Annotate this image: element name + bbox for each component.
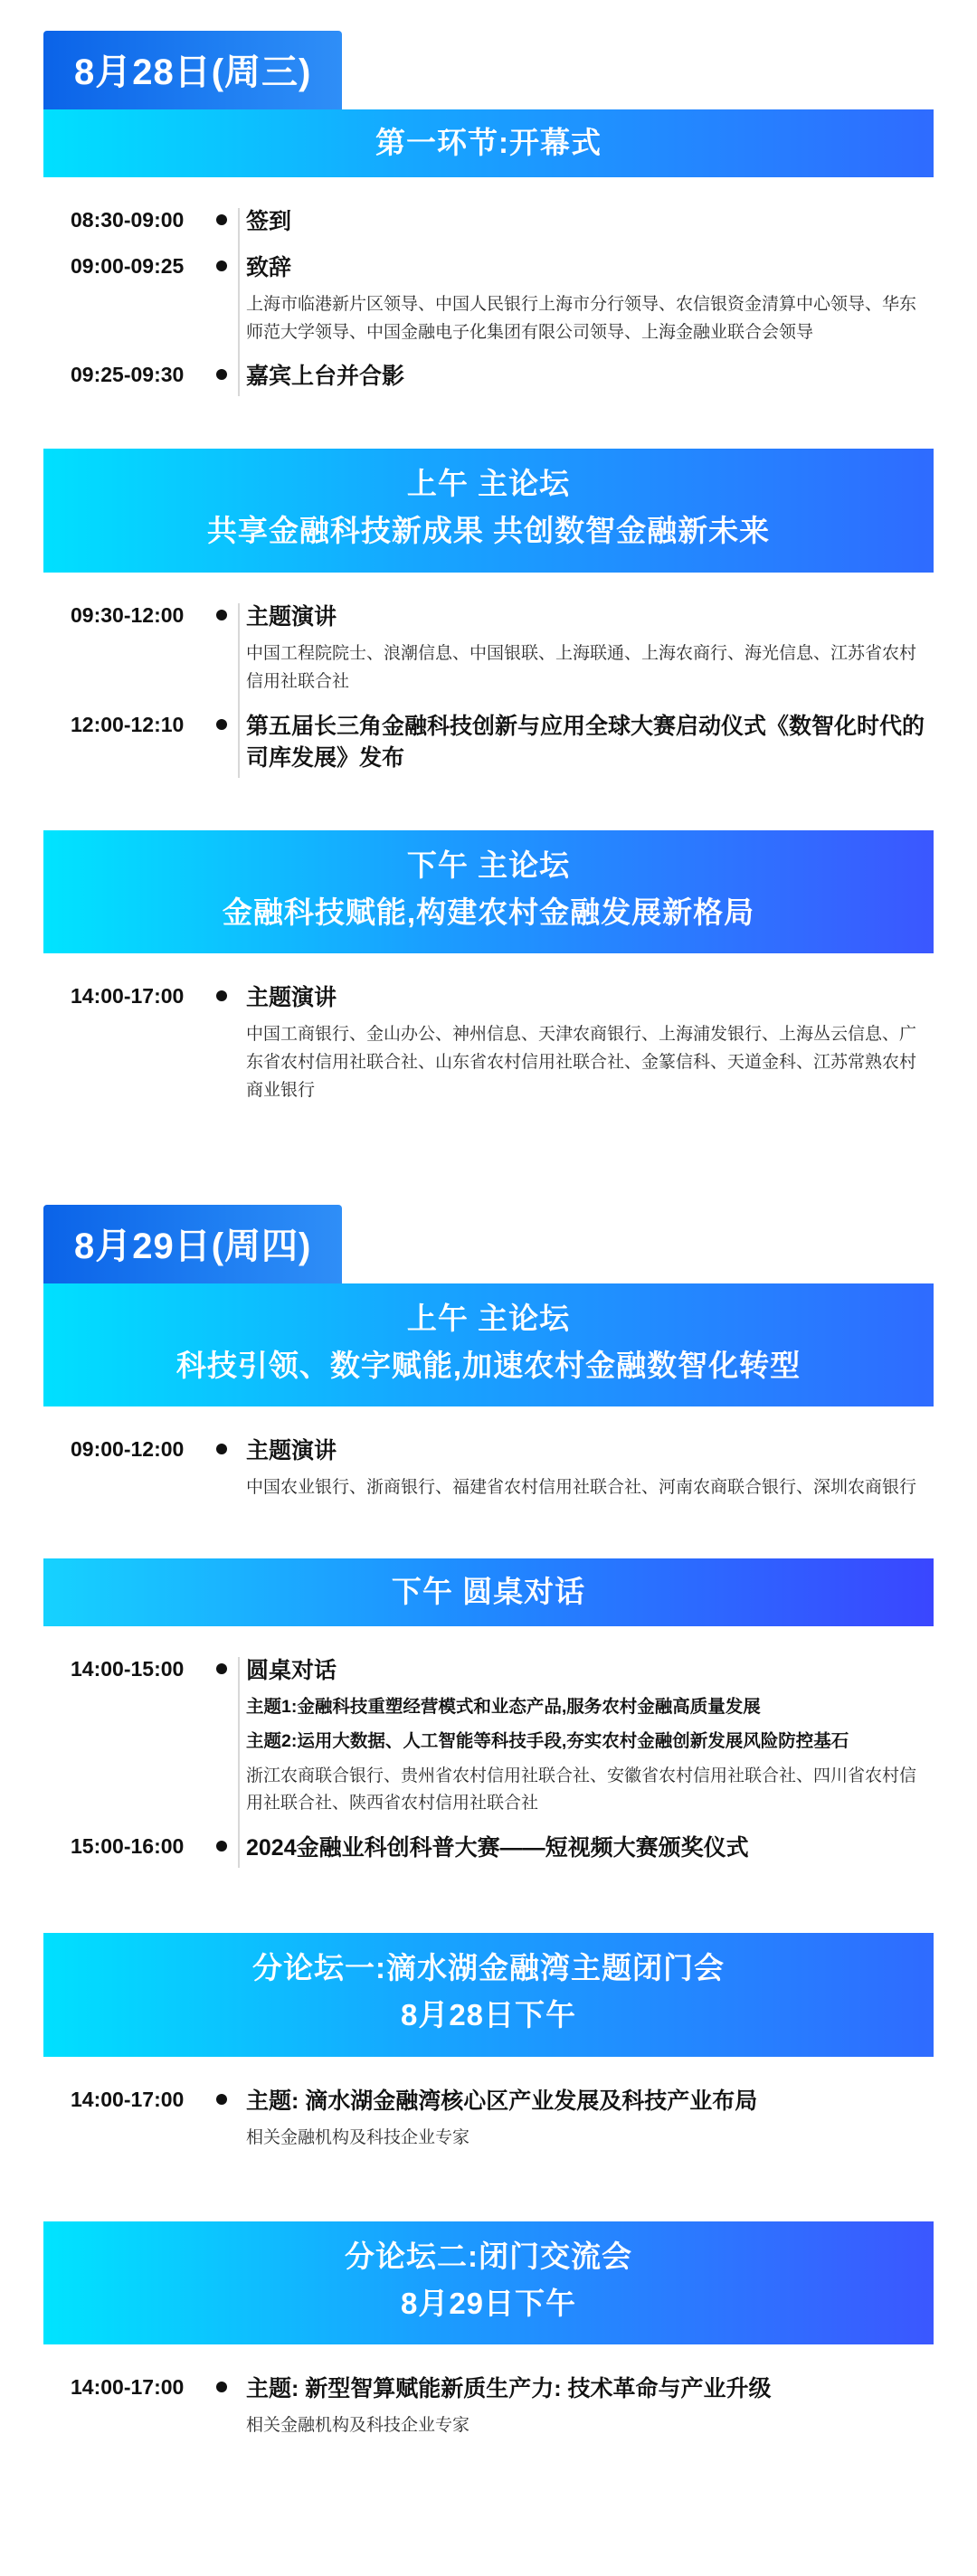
bullet-dot-icon — [216, 1663, 227, 1674]
section-banner-day1-afternoon — [43, 830, 934, 954]
timeline-dot-wrap — [206, 711, 237, 730]
date-header-day1 — [0, 0, 977, 109]
section-banner-day1-morning — [43, 449, 934, 573]
timeline-day1-morning — [43, 573, 934, 803]
timeline-day1-afternoon — [43, 953, 934, 1133]
agenda-content — [237, 252, 934, 347]
agenda-time: 09:25-09:30 — [71, 363, 185, 387]
date-header-day2 — [0, 1174, 977, 1283]
timeline-dot-wrap — [206, 2086, 237, 2105]
section-banner-day1-morning-line1: 上午 主论坛 — [406, 467, 571, 501]
agenda-row — [43, 352, 934, 398]
agenda-row — [43, 2364, 934, 2446]
timeline-dot-wrap — [206, 361, 237, 380]
agenda-content — [237, 2086, 934, 2153]
agenda-time: 15:00-16:00 — [71, 1834, 185, 1859]
agenda-content — [237, 206, 934, 238]
agenda-time: 09:00-12:00 — [71, 1437, 185, 1462]
agenda-title: 主题演讲 — [246, 604, 337, 630]
timeline-dot-wrap — [206, 252, 237, 271]
bullet-dot-icon — [216, 610, 227, 620]
bullet-dot-icon — [216, 990, 227, 1001]
bullet-dot-icon — [216, 2094, 227, 2105]
agenda-row — [43, 197, 934, 243]
agenda-content — [237, 1655, 934, 1818]
date-chip-day1: 8月28日(周三) — [43, 31, 342, 109]
spacer — [0, 803, 977, 830]
section-banner-day2-morning — [43, 1283, 934, 1407]
agenda-subtopic: 主题1:金融科技重塑经营模式和业态产品,服务农村金融高质量发展 — [246, 1697, 761, 1718]
agenda-title: 第五届长三角金融科技创新与应用全球大赛启动仪式《数智化时代的司库发展》发布 — [246, 713, 925, 771]
date-chip-day2: 8月29日(周四) — [43, 1205, 342, 1283]
section-banner-subforum-1 — [43, 1933, 934, 2057]
section-banner-day1-morning-line2: 共享金融科技新成果 共创数智金融新未来 — [206, 514, 771, 548]
spacer — [0, 1893, 977, 1933]
agenda-title: 致辞 — [246, 254, 292, 280]
bullet-dot-icon — [216, 1841, 227, 1852]
timeline-dot-wrap — [206, 206, 237, 225]
agenda-time: 14:00-17:00 — [71, 2375, 185, 2400]
timeline-dot-wrap — [206, 982, 237, 1001]
agenda-row — [43, 243, 934, 353]
section-banner-opening — [43, 109, 934, 177]
agenda-title: 主题演讲 — [246, 1438, 337, 1464]
bullet-dot-icon — [216, 1444, 227, 1454]
agenda-title: 主题: 新型智算赋能新质生产力: 技术革命与产业升级 — [246, 2376, 772, 2402]
agenda-time: 09:00-09:25 — [71, 253, 185, 278]
agenda-description: 相关金融机构及科技企业专家 — [246, 2127, 470, 2147]
section-banner-day1-afternoon-line2: 金融科技赋能,构建农村金融发展新格局 — [222, 895, 755, 929]
timeline-subforum-1 — [43, 2057, 934, 2182]
timeline-dot-wrap — [206, 1435, 237, 1454]
agenda-subtopic: 主题2:运用大数据、人工智能等科技手段,夯实农村金融创新发展风险防控基石 — [246, 1730, 849, 1751]
agenda-description: 上海市临港新片区领导、中国人民银行上海市分行领导、农信银资金清算中心领导、华东师范大学领导、中国金融电子化集团有限公司领导、上海金融业联合会领导 — [246, 294, 917, 342]
timeline-dot-wrap — [206, 601, 237, 620]
agenda-title: 2024金融业科创科普大赛——短视频大赛颁奖仪式 — [246, 1835, 749, 1861]
timeline-day2-morning — [43, 1406, 934, 1531]
agenda-row — [43, 702, 934, 780]
agenda-title: 主题演讲 — [246, 985, 337, 1011]
agenda-time: 12:00-12:10 — [71, 712, 185, 736]
timeline-dot-wrap — [206, 2373, 237, 2392]
agenda-content — [237, 982, 934, 1104]
agenda-row — [43, 1646, 934, 1823]
bullet-dot-icon — [216, 2382, 227, 2392]
agenda-description: 相关金融机构及科技企业专家 — [246, 2416, 470, 2436]
agenda-description: 浙江农商联合银行、贵州省农村信用社联合社、安徽省农村信用社联合社、四川省农村信用社联合社、陕西省农村信用社联合社 — [246, 1766, 917, 1814]
spacer — [0, 2182, 977, 2221]
spacer — [0, 1531, 977, 1558]
bullet-dot-icon — [216, 719, 227, 730]
agenda-content — [237, 2373, 934, 2440]
section-banner-day2-morning-line2: 科技引领、数字赋能,加速农村金融数智化转型 — [175, 1348, 802, 1382]
agenda-content — [237, 601, 934, 696]
timeline-day2-roundtable — [43, 1626, 934, 1893]
bullet-dot-icon — [216, 260, 227, 271]
agenda-content — [237, 361, 934, 393]
agenda-description: 中国工程院院士、浪潮信息、中国银联、上海联通、上海农商行、海光信息、江苏省农村信用社联合社 — [246, 644, 917, 691]
agenda-description: 中国工商银行、金山办公、神州信息、天津农商银行、上海浦发银行、上海丛云信息、广东省农村信用社联合社、山东省农村信用社联合社、金篆信科、天道金科、江苏常熟农村商业银行 — [246, 1025, 917, 1100]
timeline-dot-wrap — [206, 1833, 237, 1852]
section-banner-subforum-1-line1: 分论坛一:滴水湖金融湾主题闭门会 — [252, 1951, 725, 1985]
section-banner-subforum-1-line2: 8月28日下午 — [400, 1998, 577, 2032]
bullet-dot-icon — [216, 214, 227, 225]
spacer — [0, 1134, 977, 1174]
section-banner-subforum-2-line2: 8月29日下午 — [400, 2286, 577, 2320]
bullet-dot-icon — [216, 369, 227, 380]
agenda-time: 14:00-17:00 — [71, 2087, 185, 2111]
agenda-title: 嘉宾上台并合影 — [246, 364, 405, 390]
section-banner-day2-roundtable — [43, 1558, 934, 1626]
agenda-title: 主题: 滴水湖金融湾核心区产业发展及科技产业布局 — [246, 2088, 758, 2114]
agenda-row — [43, 592, 934, 702]
section-banner-day2-morning-line1: 上午 主论坛 — [406, 1301, 571, 1335]
agenda-time: 08:30-09:00 — [71, 207, 185, 232]
spacer — [0, 421, 977, 449]
agenda-title: 圆桌对话 — [246, 1658, 337, 1684]
agenda-content — [237, 1833, 934, 1864]
agenda-row — [43, 973, 934, 1110]
agenda-content — [237, 1435, 934, 1502]
agenda-content — [237, 711, 934, 774]
section-banner-opening-line1: 第一环节:开幕式 — [375, 126, 602, 159]
section-banner-day2-roundtable-line1: 下午 圆桌对话 — [391, 1575, 586, 1609]
agenda-title: 签到 — [246, 208, 292, 234]
section-banner-subforum-2 — [43, 2221, 934, 2345]
agenda-time: 14:00-17:00 — [71, 984, 185, 1009]
agenda-description: 中国农业银行、浙商银行、福建省农村信用社联合社、河南农商联合银行、深圳农商银行 — [246, 1478, 917, 1498]
agenda-row — [43, 1426, 934, 1508]
agenda-time: 09:30-12:00 — [71, 603, 185, 628]
timeline-subforum-2 — [43, 2344, 934, 2469]
section-banner-day1-afternoon-line1: 下午 主论坛 — [406, 848, 571, 882]
agenda-row — [43, 2077, 934, 2158]
agenda-row — [43, 1823, 934, 1870]
agenda-time: 14:00-15:00 — [71, 1657, 185, 1681]
section-banner-subforum-2-line1: 分论坛二:闭门交流会 — [345, 2239, 632, 2273]
timeline-dot-wrap — [206, 1655, 237, 1674]
timeline-opening — [43, 177, 934, 422]
